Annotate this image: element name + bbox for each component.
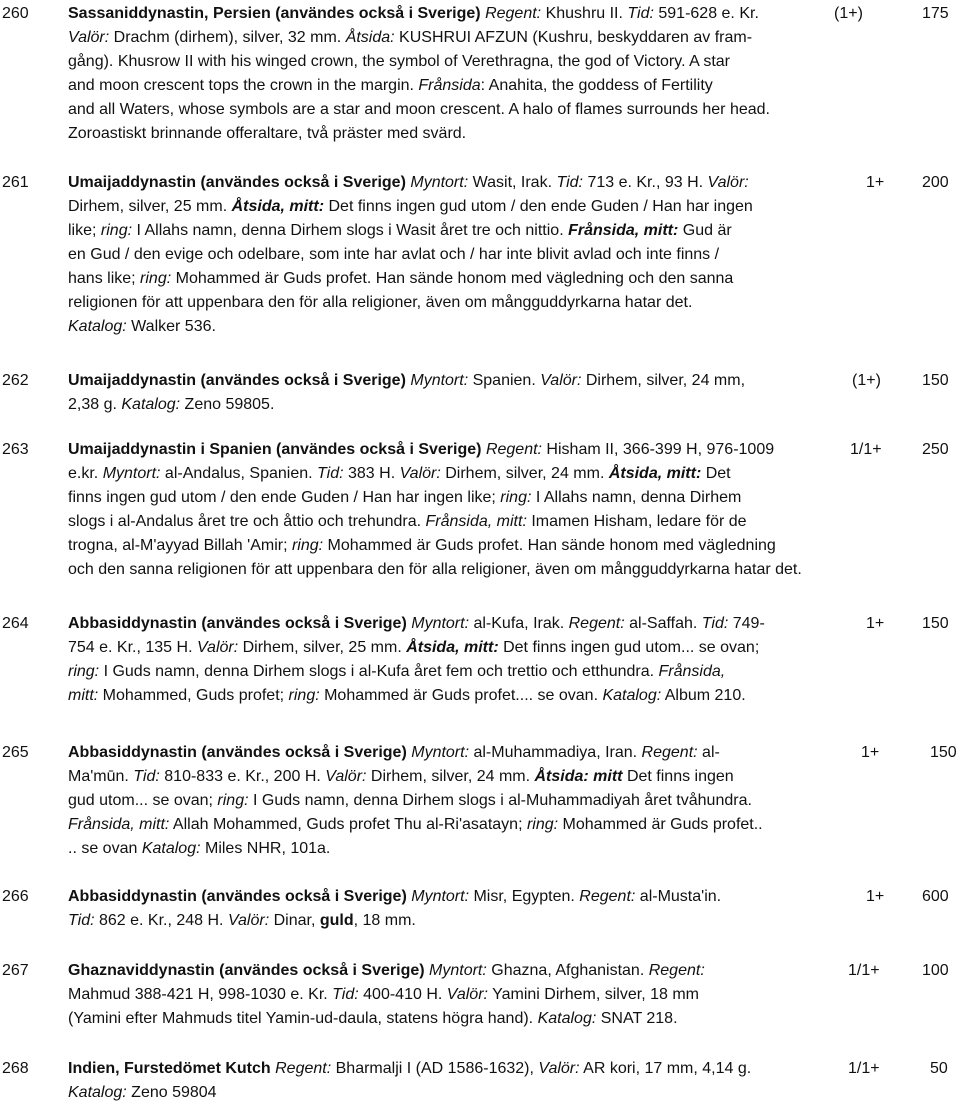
text-run: Wasit, Irak. [468, 174, 557, 191]
lot-description [68, 171, 753, 339]
text-run: Regent: [485, 441, 542, 458]
text-run: Tid: [627, 5, 654, 22]
lot-grade: 1+ [861, 744, 880, 761]
description-line [68, 765, 763, 789]
text-run: Miles NHR, 101a. [200, 840, 331, 857]
text-run: Dirhem, silver, 25 mm. [68, 198, 232, 215]
description-line [68, 122, 770, 146]
text-run: Walker 536. [126, 318, 216, 335]
text-run: I Allahs namn, denna Dirhem [531, 489, 742, 506]
text-run: Regent: [648, 962, 705, 979]
lot-price: 175 [922, 5, 949, 22]
text-run: I Guds namn, denna Dirhem slogs i al-Muhammadiyah året tvåhundra. [248, 792, 752, 809]
text-run: al- [697, 744, 720, 761]
text-run: Indien, Furstedömet Kutch [68, 1060, 271, 1077]
description-line [68, 612, 765, 636]
text-run: ring: [100, 222, 133, 239]
description-line [68, 1057, 751, 1081]
text-run: Ghaznaviddynastin (användes också i Sverige) [68, 962, 425, 979]
text-run: Abbasiddynastin (användes också i Sverige) [68, 615, 407, 632]
text-run: 591-628 e. Kr. [653, 5, 759, 22]
text-run: Dirhem, silver, 24 mm. [440, 465, 609, 482]
text-run: Myntort: [410, 372, 469, 389]
description-line [68, 195, 753, 219]
text-run: Mohammed är Guds profet. Han sände honom med vägledning [323, 537, 776, 554]
text-run: Katalog: [141, 840, 201, 857]
text-run: Valör: [325, 768, 367, 785]
text-run: (Yamini efter Mahmuds titel Yamin-ud-daula, statens högra hand). [68, 1010, 538, 1027]
text-run: ring: [288, 687, 320, 704]
text-run: and all Waters, whose symbols are a star and moon crescent. A halo of flames surrounds her head. [68, 101, 770, 118]
text-run: ring: [68, 663, 100, 680]
text-run: ring: [500, 489, 532, 506]
text-run: al-Muhammadiya, Iran. [469, 744, 642, 761]
text-run: Valör: [399, 465, 441, 482]
text-run: guld [319, 912, 354, 929]
text-run: Mahmud 388-421 H, 998-1030 e. Kr. [68, 986, 333, 1003]
lot-price: 250 [922, 441, 949, 458]
text-run: ring: [140, 270, 172, 287]
text-run: trogna, al-M'ayyad Billah 'Amir; [68, 537, 292, 554]
text-run: Myntort: [410, 174, 469, 191]
text-run: Mohammed, Guds profet; [98, 687, 289, 704]
text-run: Tid: [68, 912, 95, 929]
text-run: Katalog: [602, 687, 662, 704]
text-run: Allah Mohammed, Guds profet Thu al-Ri'asatayn; [169, 816, 527, 833]
description-line [68, 741, 763, 765]
description-line [68, 534, 802, 558]
text-run: Sassaniddynastin, Persien (användes också i Sverige) [68, 5, 481, 22]
text-run: Zeno 59804 [126, 1084, 217, 1101]
text-run: Valör: [68, 29, 110, 46]
text-run: : Anahita, the goddess of Fertility [480, 77, 713, 94]
text-run: slogs i al-Andalus året tre och åttio och trehundra. [68, 513, 426, 530]
text-run: 713 e. Kr., 93 H. [583, 174, 708, 191]
description-line [68, 959, 705, 983]
lot-grade: 1+ [866, 174, 885, 191]
text-run: Myntort: [429, 962, 487, 979]
text-run: Valör: [446, 986, 488, 1003]
description-line [68, 660, 765, 684]
lot-description [68, 2, 770, 146]
lot-description [68, 612, 765, 708]
text-run: finns ingen gud utom / den ende Guden / Han har ingen like; [68, 489, 501, 506]
description-line [68, 636, 765, 660]
text-run: Myntort: [411, 888, 470, 905]
text-run: Frånsida [418, 77, 481, 94]
text-run: Åtsida: [345, 29, 395, 46]
text-run: Det [701, 465, 731, 482]
text-run: Mohammed är Guds profet. Han sände honom med vägledning och den sanna [171, 270, 734, 287]
description-line [68, 558, 802, 582]
lot-grade: 1+ [866, 888, 885, 905]
lot-number: 263 [2, 441, 29, 458]
text-run: hans like; [68, 270, 141, 287]
text-run: 749- [728, 615, 765, 632]
text-run: Regent: [275, 1060, 332, 1077]
text-run: Myntort: [102, 465, 161, 482]
text-run: al-Musta'in. [635, 888, 722, 905]
description-line [68, 74, 770, 98]
text-run: like; [68, 222, 101, 239]
text-run: Drachm (dirhem), silver, 32 mm. [109, 29, 346, 46]
text-run: 383 H. [343, 465, 400, 482]
text-run: Dirhem, silver, 25 mm. [238, 639, 407, 656]
text-run: gud utom... se ovan; [68, 792, 218, 809]
text-run: 810-833 e. Kr., 200 H. [159, 768, 326, 785]
lot-number: 267 [2, 962, 29, 979]
lot-description [68, 369, 745, 417]
lot-grade: (1+) [834, 5, 863, 22]
description-line [68, 837, 763, 861]
text-run: Åtsida, mitt: [406, 639, 499, 656]
text-run: Umaijaddynastin (användes också i Sverige) [68, 372, 406, 389]
text-run: Myntort: [411, 615, 470, 632]
text-run: , 18 mm. [353, 912, 416, 929]
description-line [68, 2, 770, 26]
text-run: Ghazna, Afghanistan. [486, 962, 649, 979]
text-run: al-Kufa, Irak. [469, 615, 569, 632]
lot-number: 264 [2, 615, 29, 632]
lot-description [68, 959, 705, 1031]
text-run: Umaijaddynastin i Spanien (användes också i Sverige) [68, 441, 482, 458]
description-line [68, 243, 753, 267]
text-run: al-Andalus, Spanien. [160, 465, 318, 482]
description-line [68, 813, 763, 837]
text-run: I Guds namn, denna Dirhem slogs i al-Kufa året fem och trettio och etthundra. [99, 663, 659, 680]
text-run: Katalog: [121, 396, 181, 413]
lot-price: 150 [922, 615, 949, 632]
description-line [68, 1081, 751, 1105]
text-run: Dirhem, silver, 24 mm, [581, 372, 746, 389]
lot-number: 268 [2, 1060, 29, 1077]
description-line [68, 26, 770, 50]
text-run: Frånsida, mitt: [68, 816, 170, 833]
lot-grade: 1/1+ [850, 441, 882, 458]
text-run: gång). Khusrow II with his winged crown, the symbol of Verethragna, the god of Victory. A star [68, 53, 730, 70]
description-line [68, 50, 770, 74]
description-line [68, 98, 770, 122]
text-run: Dirhem, silver, 24 mm. [366, 768, 535, 785]
lot-grade: 1+ [866, 615, 885, 632]
text-run: Gud är [678, 222, 732, 239]
text-run: Tid: [133, 768, 160, 785]
description-line [68, 291, 753, 315]
text-run: Frånsida, [658, 663, 726, 680]
text-run: Valör: [538, 1060, 580, 1077]
text-run: KUSHRUI AFZUN (Kushru, beskyddaren av fram- [394, 29, 753, 46]
text-run: Tid: [556, 174, 583, 191]
text-run: Yamini Dirhem, silver, 18 mm [487, 986, 699, 1003]
description-line [68, 909, 721, 933]
text-run: Imamen Hisham, ledare för de [526, 513, 747, 530]
text-run: Tid: [332, 986, 359, 1003]
lot-number: 266 [2, 888, 29, 905]
text-run: SNAT 218. [596, 1010, 678, 1027]
text-run: Mohammed är Guds profet.... se ovan. [319, 687, 603, 704]
lot-price: 100 [922, 962, 949, 979]
lot-price: 200 [922, 174, 949, 191]
description-line [68, 684, 765, 708]
lot-grade: 1/1+ [848, 1060, 880, 1077]
lot-price: 150 [922, 372, 949, 389]
text-run: Åtsida, mitt: [231, 198, 325, 215]
text-run: Zeno 59805. [180, 396, 275, 413]
text-run: Dinar, [269, 912, 320, 929]
text-run: Det finns ingen gud utom / den ende Guden / Han har ingen [324, 198, 753, 215]
text-run: Tid: [701, 615, 729, 632]
text-run: and moon crescent tops the crown in the margin. [68, 77, 419, 94]
text-run: Hisham II, 366-399 H, 976-1009 [541, 441, 775, 458]
description-line [68, 267, 753, 291]
text-run: Valör: [227, 912, 270, 929]
text-run: Valör: [196, 639, 239, 656]
text-run: Frånsida, mitt: [425, 513, 527, 530]
description-line [68, 510, 802, 534]
description-line [68, 219, 753, 243]
description-line [68, 983, 705, 1007]
text-run: 754 e. Kr., 135 H. [68, 639, 197, 656]
description-line [68, 393, 745, 417]
lot-grade: (1+) [852, 372, 881, 389]
text-run: Regent: [579, 888, 636, 905]
text-run: al-Saffah. [624, 615, 702, 632]
text-run: Bharmalji I (AD 1586-1632), [331, 1060, 539, 1077]
text-run: Katalog: [68, 318, 127, 335]
text-run: Zoroastiskt brinnande offeraltare, två präster med svärd. [68, 125, 467, 142]
text-run: Valör: [707, 174, 749, 191]
text-run: och den sanna religionen för att uppenbara den för alla religioner, även om mångguddyrkarna hatar det. [68, 561, 802, 578]
text-run: Abbasiddynastin (användes också i Sverige) [68, 888, 407, 905]
text-run: .. se ovan [68, 840, 142, 857]
description-line [68, 789, 763, 813]
text-run: Åtsida: mitt [534, 768, 623, 785]
text-run: Mohammed är Guds profet.. [558, 816, 763, 833]
text-run: 2,38 g. [68, 396, 122, 413]
lot-description [68, 885, 721, 933]
description-line [68, 171, 753, 195]
text-run: Myntort: [411, 744, 470, 761]
text-run: ring: [526, 816, 559, 833]
text-run: AR kori, 17 mm, 4,14 g. [579, 1060, 752, 1077]
text-run: ring: [217, 792, 249, 809]
lot-number: 265 [2, 744, 29, 761]
lot-description [68, 438, 802, 582]
description-line [68, 438, 802, 462]
text-run: Spanien. [468, 372, 541, 389]
text-run: en Gud / den evige och odelbare, som inte har avlat och / har inte blivit avlad och inte finns / [68, 246, 720, 263]
text-run: Åtsida, mitt: [608, 465, 702, 482]
description-line [68, 462, 802, 486]
lot-description [68, 741, 763, 861]
lot-price: 50 [930, 1060, 948, 1077]
text-run: Ma'mūn. [68, 768, 134, 785]
text-run: Tid: [317, 465, 344, 482]
text-run: Abbasiddynastin (användes också i Sverige) [68, 744, 407, 761]
text-run: Det finns ingen [622, 768, 734, 785]
text-run: e.kr. [68, 465, 103, 482]
text-run: religionen för att uppenbara den för alla religioner, även om mångguddyrkarna hatar det. [68, 294, 693, 311]
lot-number: 260 [2, 5, 29, 22]
text-run: Katalog: [68, 1084, 127, 1101]
text-run: Album 210. [661, 687, 746, 704]
text-run: Misr, Egypten. [469, 888, 580, 905]
text-run: Frånsida, mitt: [568, 222, 679, 239]
text-run: Umaijaddynastin (användes också i Sverige) [68, 174, 406, 191]
lot-grade: 1/1+ [848, 962, 880, 979]
lot-price: 150 [930, 744, 957, 761]
description-line [68, 486, 802, 510]
text-run: I Allahs namn, denna Dirhem slogs i Wasit året tre och nittio. [132, 222, 569, 239]
description-line [68, 315, 753, 339]
description-line [68, 369, 745, 393]
text-run: Regent: [641, 744, 698, 761]
lot-number: 261 [2, 174, 29, 191]
description-line [68, 885, 721, 909]
description-line [68, 1007, 705, 1031]
lot-price: 600 [922, 888, 949, 905]
text-run: Regent: [485, 5, 542, 22]
text-run: Khushru II. [541, 5, 628, 22]
text-run: Valör: [540, 372, 582, 389]
lot-number: 262 [2, 372, 29, 389]
text-run: mitt: [68, 687, 99, 704]
text-run: 862 e. Kr., 248 H. [94, 912, 228, 929]
lot-description [68, 1057, 751, 1105]
text-run: Det finns ingen gud utom... se ovan; [498, 639, 760, 656]
text-run: ring: [291, 537, 324, 554]
text-run: Katalog: [537, 1010, 597, 1027]
text-run: 400-410 H. [358, 986, 447, 1003]
text-run: Regent: [568, 615, 625, 632]
